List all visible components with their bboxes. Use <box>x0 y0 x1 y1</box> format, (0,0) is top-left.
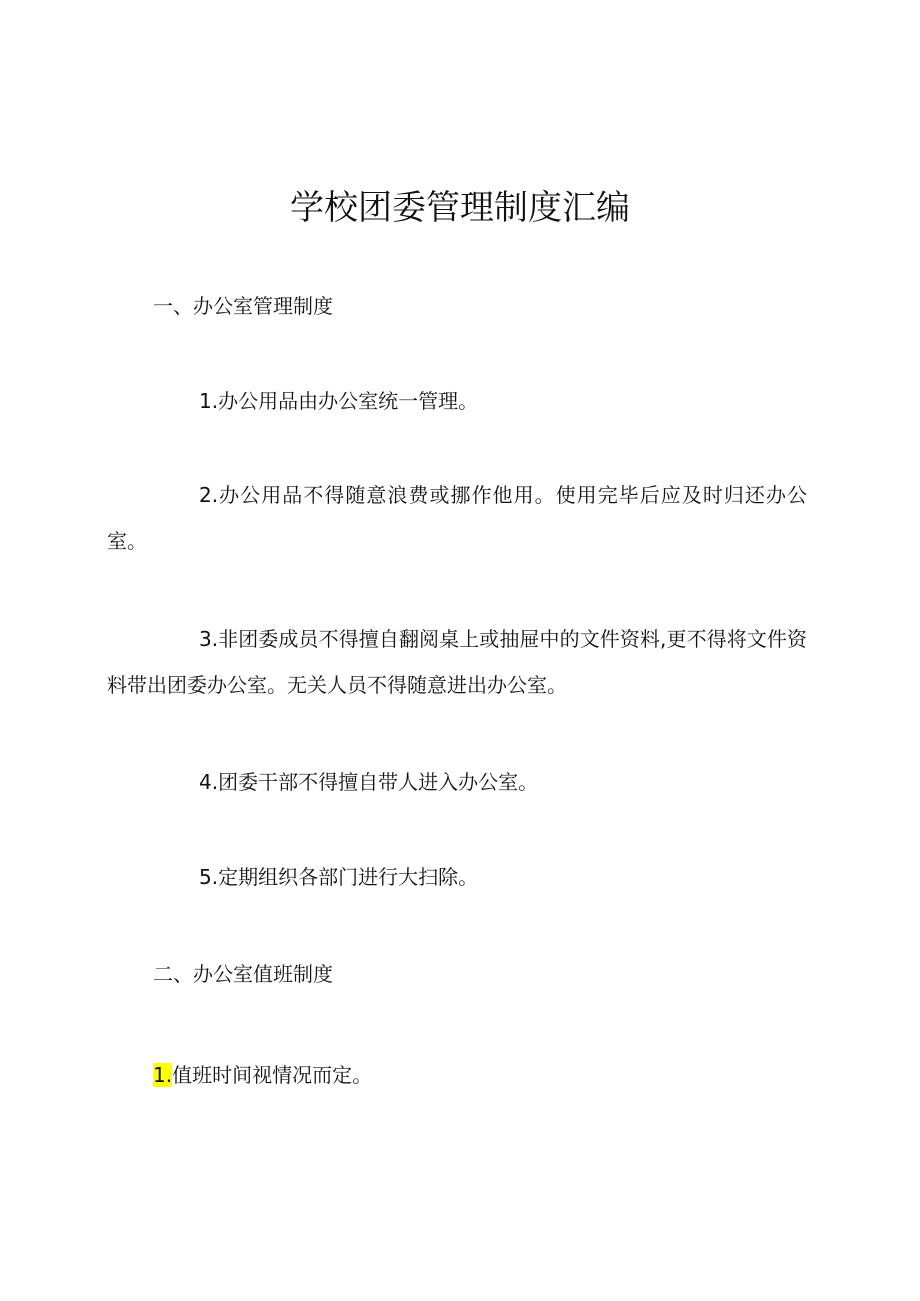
item-text: 值班时间视情况而定。 <box>172 1063 373 1087</box>
list-item <box>107 378 807 424</box>
item-text: .定期组织各部门进行大扫除。 <box>211 865 479 889</box>
item-text: .办公用品不得随意浪费或挪作他用。使用完毕后应及时归还办公室。 <box>107 483 807 553</box>
item-number: 3 <box>199 627 212 651</box>
list-item <box>107 472 807 564</box>
list-item <box>107 854 807 900</box>
document-title: 学校团委管理制度汇编 <box>290 188 630 228</box>
list-item <box>107 1052 807 1098</box>
item-number: 2 <box>199 483 212 507</box>
section-heading-office-management: 一、办公室管理制度 <box>153 294 333 318</box>
item-number: 4 <box>199 770 212 794</box>
list-item <box>107 616 807 708</box>
item-text: .团委干部不得擅自带人进入办公室。 <box>211 770 539 794</box>
highlighted-item-number: 1. <box>153 1063 173 1087</box>
item-number: 1 <box>199 389 212 413</box>
item-text: .非团委成员不得擅自翻阅桌上或抽屉中的文件资料,更不得将文件资料带出团委办公室。无关人员不得随意进出办公室。 <box>107 627 807 697</box>
item-number: 5 <box>199 865 212 889</box>
list-item <box>107 759 807 805</box>
item-text: .办公用品由办公室统一管理。 <box>211 389 479 413</box>
section-heading-duty-schedule: 二、办公室值班制度 <box>153 962 333 986</box>
